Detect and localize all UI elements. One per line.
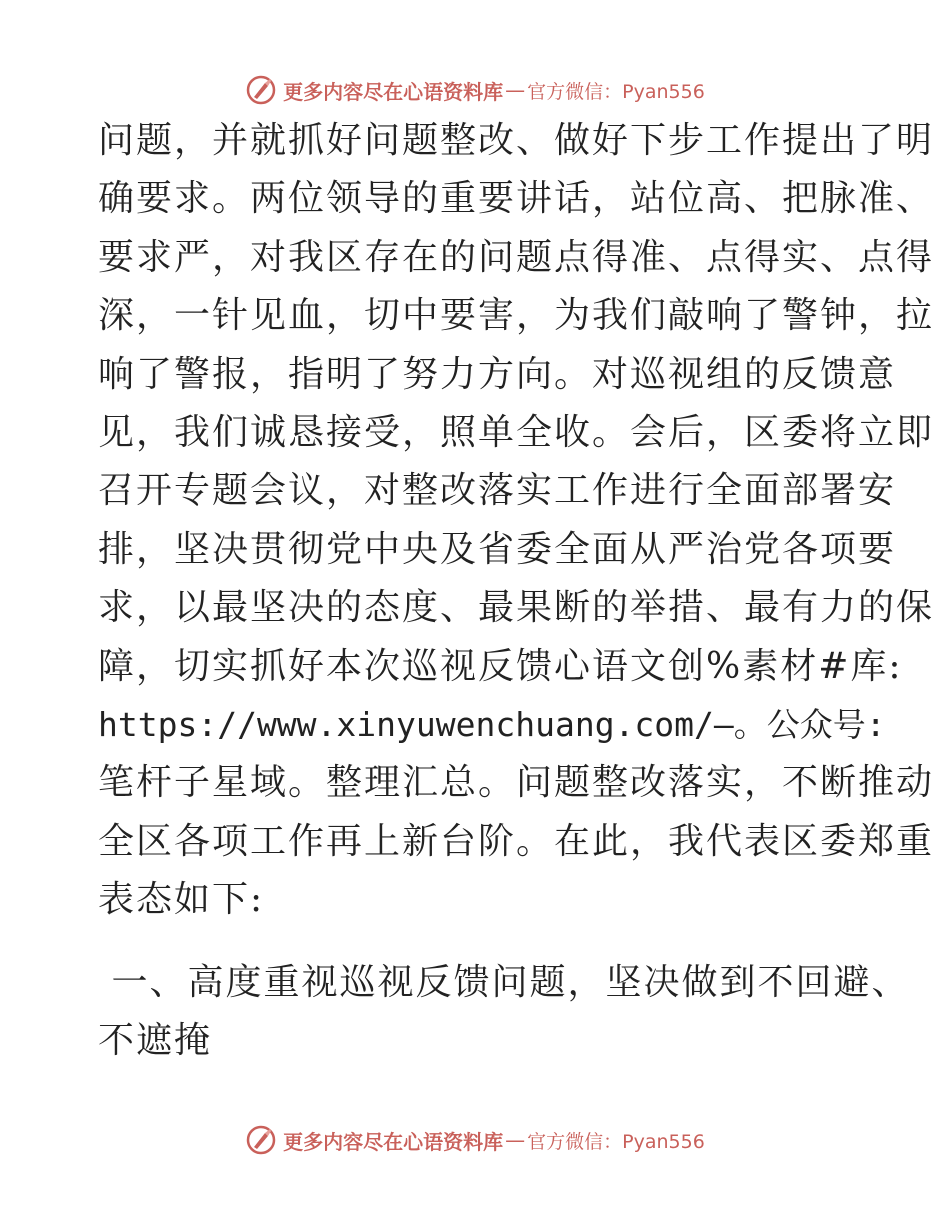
body-line: 深，一针见血，切中要害，为我们敲响了警钟，拉 <box>98 295 935 337</box>
banner-contact: 官方微信：Pyan556 <box>527 80 705 103</box>
banner-slogan: 更多内容尽在心语资料库 <box>283 79 504 104</box>
body-line: 确要求。两位领导的重要讲话，站位高、把脉准、 <box>98 178 935 220</box>
banner-contact: 官方微信：Pyan556 <box>527 1130 705 1153</box>
quill-logo-icon <box>245 74 277 106</box>
body-line: 障，切实抓好本次巡视反馈心语文创%素材#库: <box>98 645 903 687</box>
body-line-url: https://www.xinyuwenchuang.com/—。公众号: <box>98 704 886 744</box>
body-line: 召开专题会议，对整改落实工作进行全面部署安 <box>98 470 897 512</box>
banner-slogan: 更多内容尽在心语资料库 <box>283 1129 504 1154</box>
body-line: 见，我们诚恳接受，照单全收。会后，区委将立即 <box>98 411 935 453</box>
section-heading-line: 不遮掩 <box>98 1020 213 1061</box>
body-line: 问题，并就抓好问题整改、做好下步工作提出了明 <box>98 120 935 161</box>
body-line: 笔杆子星域。整理汇总。问题整改落实，不断推动 <box>98 762 935 804</box>
body-line: 求，以最坚决的态度、最果断的举措、最有力的保 <box>98 587 935 629</box>
section-heading-line: 一、高度重视巡视反馈问题，坚决做到不回避、 <box>98 962 910 1003</box>
section-heading <box>98 954 910 1070</box>
body-line: 表态如下: <box>98 879 265 921</box>
banner-separator: — <box>505 78 526 102</box>
body-line: 响了警报，指明了努力方向。对巡视组的反馈意 <box>98 353 897 395</box>
banner-separator: — <box>505 1128 526 1152</box>
body-line: 排，坚决贯彻党中央及省委全面从严治党各项要 <box>98 528 897 570</box>
header-banner <box>0 70 950 110</box>
quill-logo-icon <box>245 1124 277 1156</box>
body-line: 全区各项工作再上新台阶。在此，我代表区委郑重 <box>98 820 935 862</box>
footer-banner <box>0 1120 950 1160</box>
body-text <box>98 112 935 929</box>
body-line: 要求严，对我区存在的问题点得准、点得实、点得 <box>98 236 935 278</box>
